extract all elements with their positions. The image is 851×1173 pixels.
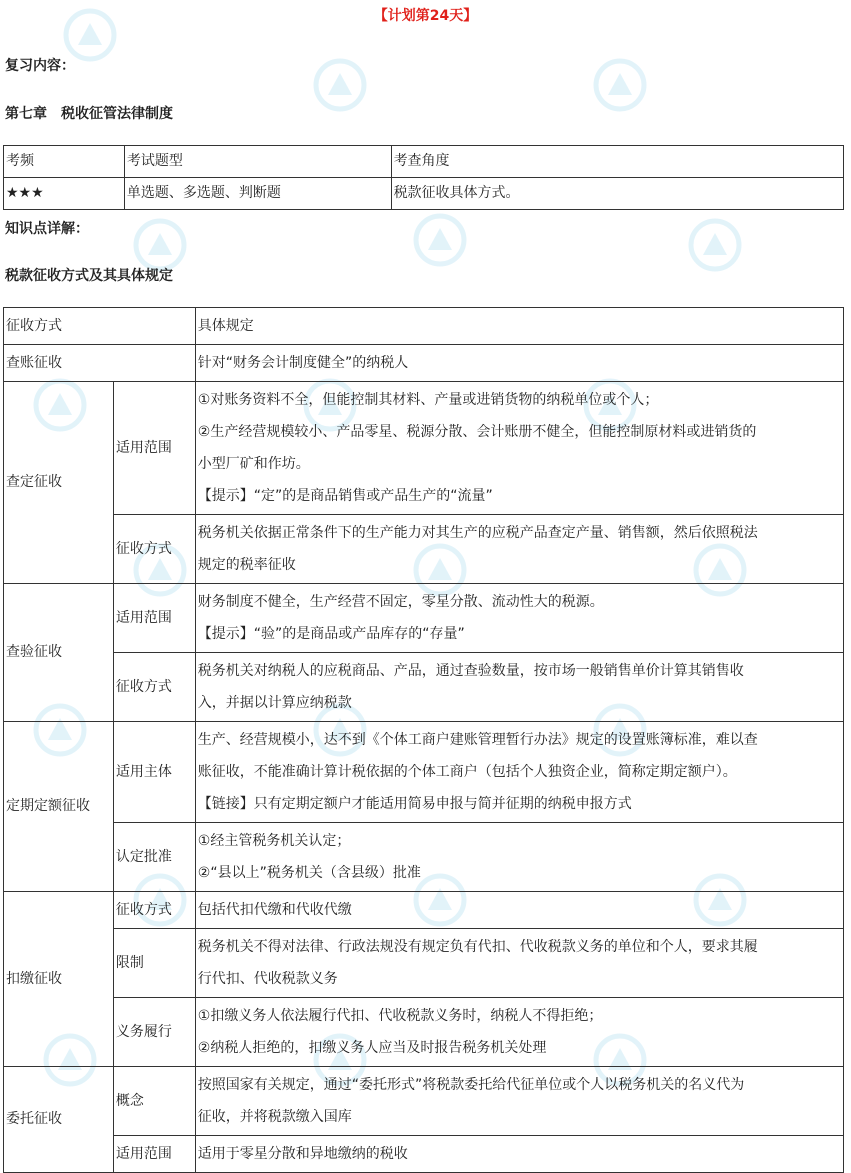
summary-data-row: [4, 178, 844, 210]
method-name: 查定征收: [4, 382, 114, 584]
summary-header-row: [4, 146, 844, 178]
summary-header-cell: 考频: [4, 146, 125, 178]
sub-label: 限制: [113, 929, 195, 998]
rule-text: 包括代扣代缴和代收代缴: [195, 892, 843, 929]
sub-label: 认定批准: [113, 823, 195, 892]
table-row-dingqi-subject: [4, 722, 844, 823]
review-label: 复习内容：: [5, 58, 75, 74]
knowledge-label: 知识点详解：: [5, 221, 89, 237]
watermark-logo-icon: [410, 210, 470, 270]
header-rule: 具体规定: [195, 308, 843, 345]
rule-text: ①经主管税务机关认定； ②“县以上”税务机关（含县级）批准: [195, 823, 843, 892]
chapter-title: 第七章 税收征管法律制度: [5, 106, 173, 122]
rule-text: ①扣缴义务人依法履行代扣、代收税款义务时，纳税人不得拒绝； ②纳税人拒绝的，扣缴义务人应当及时报告税务机关处理: [195, 998, 843, 1067]
table-row-chazhang: [4, 345, 844, 382]
sub-label: 适用主体: [113, 722, 195, 823]
rule-text: 税务机关不得对法律、行政法规没有规定负有代扣、代收税款义务的单位和个人，要求其履 行代扣、代收税款义务: [195, 929, 843, 998]
table-row-chading-scope: [4, 382, 844, 515]
exam-angle: 税款征收具体方式。: [391, 178, 843, 210]
table-row-koujiao-duty: [4, 998, 844, 1067]
rule-text: 财务制度不健全，生产经营不固定，零星分散、流动性大的税源。 【提示】“验”的是商品或产品库存的“存量”: [195, 584, 843, 653]
rule-text: 税务机关依据正常条件下的生产能力对其生产的应税产品查定产量、销售额，然后依照税法 规定的税率征收: [195, 515, 843, 584]
collection-methods-table: [3, 307, 844, 1173]
method-name: 扣缴征收: [4, 892, 114, 1067]
method-name: 查验征收: [4, 584, 114, 722]
rule-text: 生产、经营规模小，达不到《个体工商户建账管理暂行办法》规定的设置账簿标准，难以查 账征收，不能准确计算计税依据的个体工商户（包括个人独资企业，简称定期定额户）。 【链接】只有定期定额户才能适用简易申报与简并征期的纳税申报方式: [195, 722, 843, 823]
watermark-logo-icon: [590, 55, 650, 115]
section-title: 税款征收方式及其具体规定: [5, 268, 173, 284]
sub-label: 适用范围: [113, 584, 195, 653]
rule-text: 税务机关对纳税人的应税商品、产品，通过查验数量，按市场一般销售单价计算其销售收 入，并据以计算应纳税款: [195, 653, 843, 722]
sub-label: 征收方式: [113, 515, 195, 584]
table-row-chayan-scope: [4, 584, 844, 653]
watermark-logo-icon: [685, 215, 745, 275]
table-row-dingqi-approval: [4, 823, 844, 892]
watermark-logo-icon: [310, 55, 370, 115]
method-name: 定期定额征收: [4, 722, 114, 892]
sub-label: 概念: [113, 1067, 195, 1136]
sub-label: 适用范围: [113, 1136, 195, 1173]
header-method: 征收方式: [4, 308, 196, 345]
sub-label: 征收方式: [113, 653, 195, 722]
method-name: 查账征收: [4, 345, 196, 382]
rule-text: 按照国家有关规定，通过“委托形式”将税款委托给代征单位或个人以税务机关的名义代为 征收，并将税款缴入国库: [195, 1067, 843, 1136]
plan-title: 【计划第24天】: [373, 8, 478, 24]
sub-label: 征收方式: [113, 892, 195, 929]
table-row-koujiao-method: [4, 892, 844, 929]
method-name: 委托征收: [4, 1067, 114, 1173]
table-row-weituo-concept: [4, 1067, 844, 1136]
rule-text: 针对“财务会计制度健全”的纳税人: [195, 345, 843, 382]
sub-label: 适用范围: [113, 382, 195, 515]
summary-header-cell: 考试题型: [124, 146, 391, 178]
summary-header-cell: 考查角度: [391, 146, 843, 178]
rule-text: 适用于零星分散和异地缴纳的税收: [195, 1136, 843, 1173]
rule-text: ①对账务资料不全，但能控制其材料、产量或进销货物的纳税单位或个人； ②生产经营规模较小、产品零星、税源分散、会计账册不健全，但能控制原材料或进销货的 小型厂矿和作坊。 【提示】“定”的是商品销售或产品生产的“流量”: [195, 382, 843, 515]
sub-label: 义务履行: [113, 998, 195, 1067]
table-row-weituo-scope: [4, 1136, 844, 1173]
table-row-koujiao-limit: [4, 929, 844, 998]
question-types: 单选题、多选题、判断题: [124, 178, 391, 210]
summary-table: [3, 145, 844, 210]
table-header-row: [4, 308, 844, 345]
table-row-chading-method: [4, 515, 844, 584]
table-row-chayan-method: [4, 653, 844, 722]
frequency-stars: ★★★: [4, 178, 125, 210]
